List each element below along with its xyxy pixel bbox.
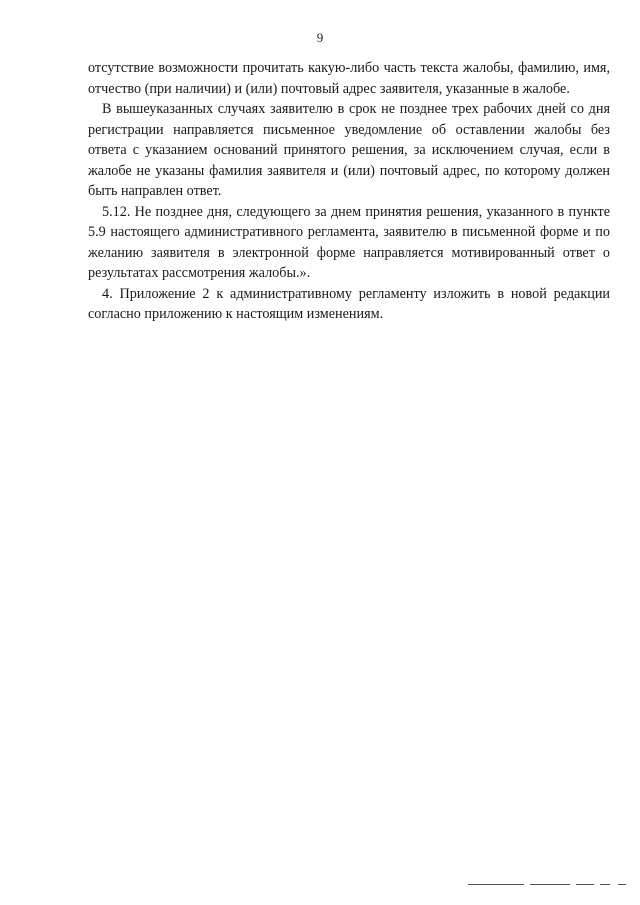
page-number: 9 — [316, 30, 324, 45]
footer-scan-marks — [468, 884, 640, 888]
document-body — [88, 58, 610, 325]
paragraph-4: 4. Приложение 2 к административному регламенту изложить в новой редакции согласно приложению к настоящим изменениям. — [88, 285, 610, 322]
paragraph-2: В вышеуказанных случаях заявителю в срок не позднее трех рабочих дней со дня регистрации направляется письменное уведомление об оставлении жалобы без ответа с указанием оснований принятого решения, за исключением случая, если в жалобе не указаны фамилия заявителя и (или) почтовый адрес, по которому должен быть направлен ответ. — [88, 101, 610, 199]
paragraph-3: 5.12. Не позднее дня, следующего за днем принятия решения, указанного в пункте 5.9 настоящего административного регламента, заявителю в письменной форме и по желанию заявителя в электронной форме направляется мотивированный ответ о результатах рассмотрения жалобы.». — [88, 203, 610, 281]
paragraph-1: отсутствие возможности прочитать какую-либо часть текста жалобы, фамилию, имя, отчество (при наличии) и (или) почтовый адрес заявителя, указанные в жалобе. — [88, 60, 610, 97]
